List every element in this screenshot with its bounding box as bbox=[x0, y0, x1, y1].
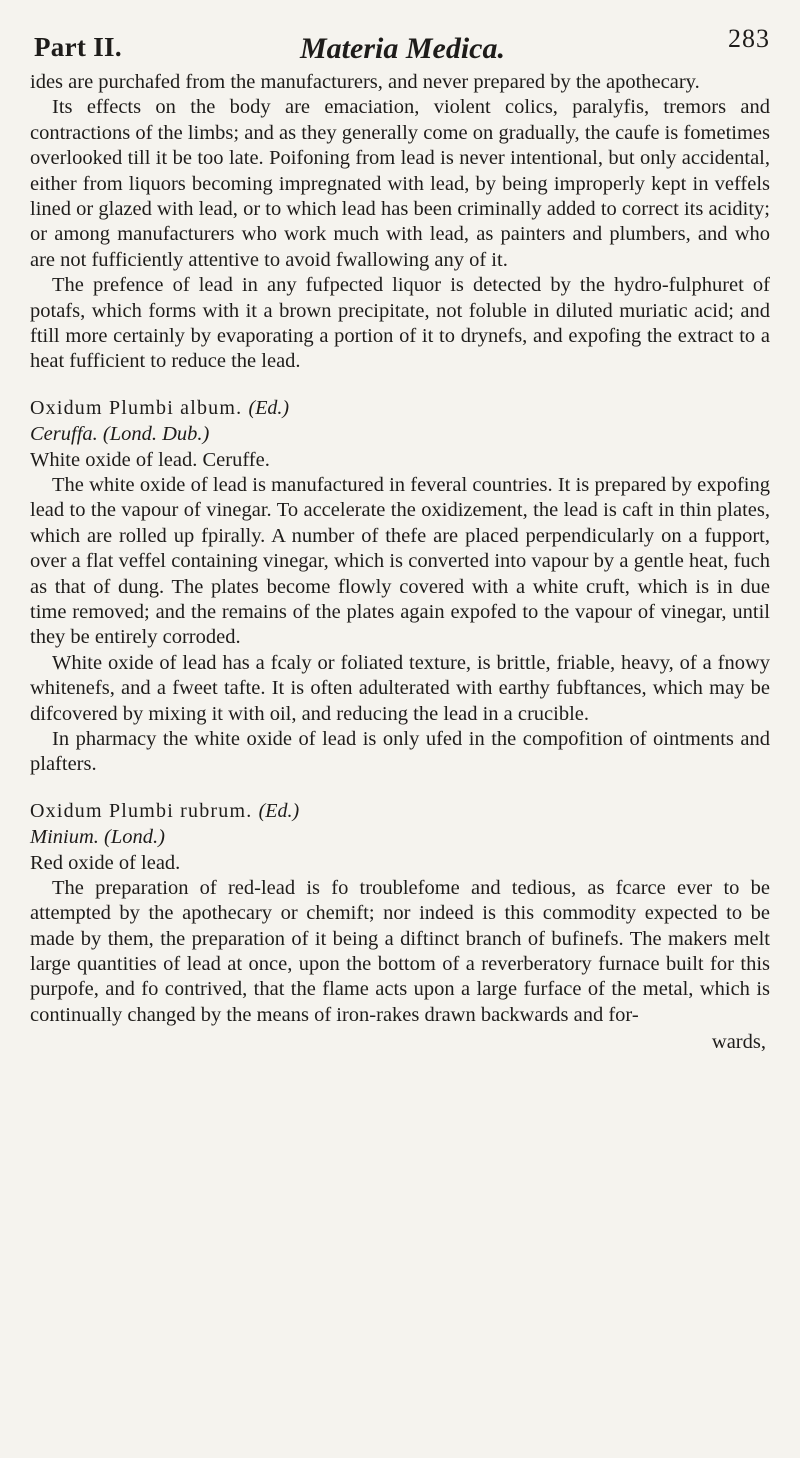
section-heading bbox=[30, 798, 770, 824]
paragraph-detection: The prefence of lead in any fufpected liquor is detected by the hydro-fulphuret of potafs, which forms with it a brown precipitate, not foluble in diluted muriatic acid; and ftill more certainly by evaporating a portion of it to drynefs, and expofing the extract to a heat fufficient to reduce the lead. bbox=[30, 274, 770, 373]
paragraph-properties: White oxide of lead has a fcaly or foliated texture, is brittle, friable, heavy, of a fnowy whitenefs, and a fweet tafte. It is often adulterated with earthy fubftances, which may be difcovered by mixing it with oil, and reducing the lead in a crucible. bbox=[30, 651, 770, 725]
paragraph-pharmacy-use: In pharmacy the white oxide of lead is only ufed in the compofition of ointments and plafters. bbox=[30, 727, 770, 776]
synonym-line: Ceruffa. (Lond. Dub.) bbox=[30, 422, 210, 445]
english-name: White oxide of lead. Ceruffe. bbox=[30, 448, 270, 471]
paragraph-effects: Its effects on the body are emaciation, violent colics, paralyfis, tremors and contractions of the limbs; and as they generally come on gradually, the caufe is fometimes overlooked till it be too late. Poifoning from lead is never intentional, but only accidental, either from liquors becoming impregnated with lead, by being improperly kept in veffels lined or glazed with lead, or to which lead has been criminally added to correct its acidity; or among manufacturers who work much with lead, as painters and plumbers, and who are not fufficiently attentive to avoid fwallowing any of it. bbox=[30, 96, 770, 271]
synonym-line: Minium. (Lond.) bbox=[30, 825, 165, 848]
heading-title: Oxidum Plumbi rubrum. bbox=[30, 799, 253, 822]
heading-editions: (Ed.) bbox=[258, 799, 300, 822]
page-body bbox=[30, 70, 770, 1056]
running-title: Materia Medica. bbox=[300, 32, 505, 65]
section-white-oxide bbox=[30, 395, 770, 778]
section-red-oxide bbox=[30, 798, 770, 1028]
paragraph-red-lead-preparation: The preparation of red-lead is fo troublefome and tedious, as fcarce ever to be attempted by the apothecary or chemift; nor indeed is this commodity expected to be made by them, the preparation of it being a diftinct branch of bufinefs. The makers melt large quantities of lead at once, upon the bottom of a reverberatory furnace built for this purpofe, and fo contrived, that the flame acts upon a large furface of the metal, which is continually changed by the means of iron-rakes drawn backwards and for- bbox=[30, 876, 770, 1026]
book-page bbox=[30, 12, 770, 1442]
heading-editions: (Ed.) bbox=[248, 396, 290, 419]
part-label: Part II. bbox=[34, 32, 122, 62]
section-heading bbox=[30, 395, 770, 421]
catchword: wards, bbox=[711, 1031, 766, 1054]
running-head bbox=[30, 12, 770, 70]
page-number: 283 bbox=[728, 24, 770, 53]
heading-title: Oxidum Plumbi album. bbox=[30, 396, 243, 419]
paragraph-continuation: ides are purchafed from the manufacturers, and never prepared by the apothecary. bbox=[30, 71, 700, 93]
english-name: Red oxide of lead. bbox=[30, 851, 181, 874]
paragraph-manufacture: The white oxide of lead is manufactured in feveral countries. It is prepared by expofing lead to the vapour of vinegar. To accelerate the oxidizement, the lead is caft in thin plates, which are rolled up fpirally. A number of thefe are placed perpendicularly on a fupport, over a flat veffel containing vinegar, which is converted into vapour by a gentle heat, fuch as that of dung. The plates become flowly covered with a white cruft, which is in due time removed; and the remains of the plates again expofed to the vapour of vinegar, until they be entirely corroded. bbox=[30, 473, 770, 649]
